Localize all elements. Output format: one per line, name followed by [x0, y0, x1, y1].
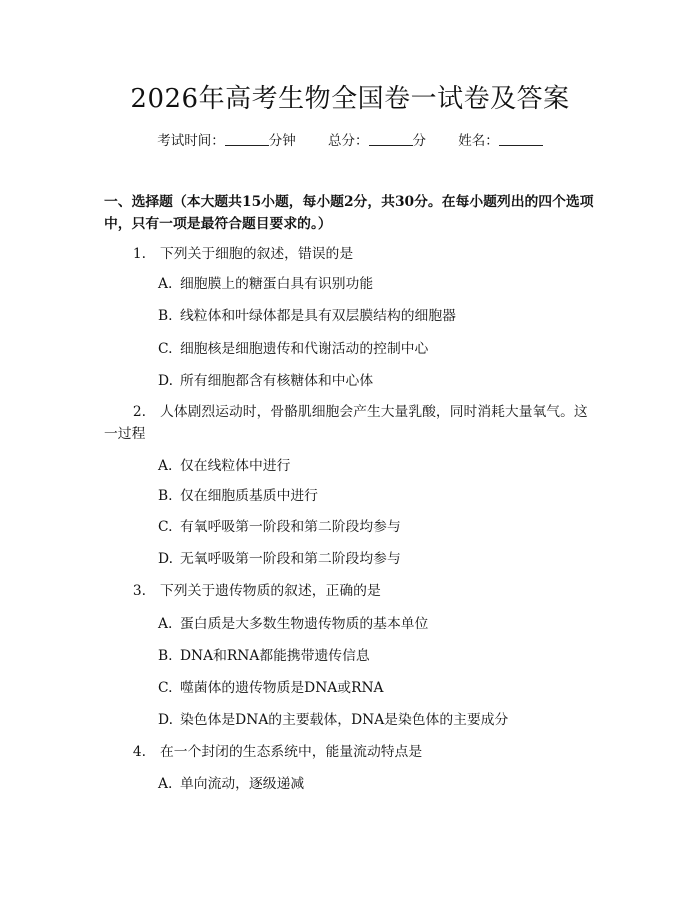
option-letter: A. — [158, 616, 173, 632]
option-text: 细胞核是细胞遗传和代谢活动的控制中心 — [180, 341, 429, 357]
option-text: 仅在细胞质基质中进行 — [180, 488, 318, 504]
option-text: 染色体是DNA的主要载体，DNA是染色体的主要成分 — [180, 712, 509, 728]
option[interactable] — [158, 645, 598, 667]
option-letter: A. — [158, 776, 173, 792]
option[interactable] — [158, 273, 598, 295]
option-text: 有氧呼吸第一阶段和第二阶段均参与 — [180, 519, 401, 535]
page-title: 2026年高考生物全国卷一试卷及答案 — [130, 84, 570, 114]
question — [104, 580, 598, 602]
option[interactable] — [158, 677, 598, 699]
section-heading: 一、选择题（本大题共15小题，每小题2分，共30分。在每小题列出的四个选项中，只有一项是最符合题目要求的。） — [104, 194, 594, 232]
total-score-blank[interactable] — [369, 131, 413, 146]
option-letter: C. — [158, 519, 173, 535]
question-text: 下列关于细胞的叙述，错误的是 — [160, 246, 354, 262]
question-number: 2. — [132, 404, 146, 420]
question-text: 人体剧烈运动时，骨骼肌细胞会产生大量乳酸，同时消耗大量氧气。这一过程 — [104, 404, 588, 442]
option-text: 细胞膜上的糖蛋白具有识别功能 — [180, 276, 374, 292]
exam-time-blank[interactable] — [225, 131, 269, 146]
option-text: DNA和RNA都能携带遗传信息 — [180, 648, 370, 664]
option-text: 无氧呼吸第一阶段和第二阶段均参与 — [180, 551, 401, 567]
option-letter: D. — [158, 373, 173, 389]
option[interactable] — [158, 305, 598, 327]
option-letter: B. — [158, 488, 173, 504]
option-letter: C. — [158, 680, 173, 696]
option[interactable] — [158, 709, 598, 731]
question-number: 1. — [132, 246, 146, 262]
option-text: 线粒体和叶绿体都是具有双层膜结构的细胞器 — [180, 308, 456, 324]
option[interactable] — [158, 516, 598, 538]
option-letter: A. — [158, 458, 173, 474]
total-score-unit: 分 — [412, 133, 426, 149]
question — [104, 741, 598, 763]
question — [104, 243, 598, 265]
option-text: 单向流动，逐级递减 — [180, 776, 305, 792]
option-text: 仅在线粒体中进行 — [180, 458, 291, 474]
option[interactable] — [158, 338, 598, 360]
option[interactable] — [158, 370, 598, 392]
exam-time-label: 考试时间： — [157, 133, 225, 149]
question-number: 4. — [132, 744, 146, 760]
option-letter: C. — [158, 341, 173, 357]
name-field — [458, 131, 543, 151]
question — [104, 401, 598, 445]
option-letter: B. — [158, 648, 173, 664]
exam-time-field — [157, 131, 296, 151]
option-letter: D. — [158, 712, 173, 728]
option[interactable] — [158, 613, 598, 635]
option[interactable] — [158, 455, 598, 477]
option-text: 所有细胞都含有核糖体和中心体 — [180, 373, 374, 389]
option[interactable] — [158, 485, 598, 507]
option-letter: D. — [158, 551, 173, 567]
question-text: 在一个封闭的生态系统中，能量流动特点是 — [160, 744, 423, 760]
option-text: 噬菌体的遗传物质是DNA或RNA — [180, 680, 384, 696]
name-blank[interactable] — [499, 131, 543, 146]
question-text: 下列关于遗传物质的叙述，正确的是 — [160, 583, 381, 599]
name-label: 姓名： — [458, 133, 499, 149]
option[interactable] — [158, 773, 598, 795]
option-text: 蛋白质是大多数生物遗传物质的基本单位 — [180, 616, 429, 632]
total-score-field — [328, 131, 426, 151]
question-number: 3. — [132, 583, 146, 599]
option-letter: A. — [158, 276, 173, 292]
exam-info-line — [0, 131, 700, 151]
exam-time-unit: 分钟 — [268, 133, 296, 149]
total-score-label: 总分： — [328, 133, 369, 149]
option-letter: B. — [158, 308, 173, 324]
option[interactable] — [158, 548, 598, 570]
